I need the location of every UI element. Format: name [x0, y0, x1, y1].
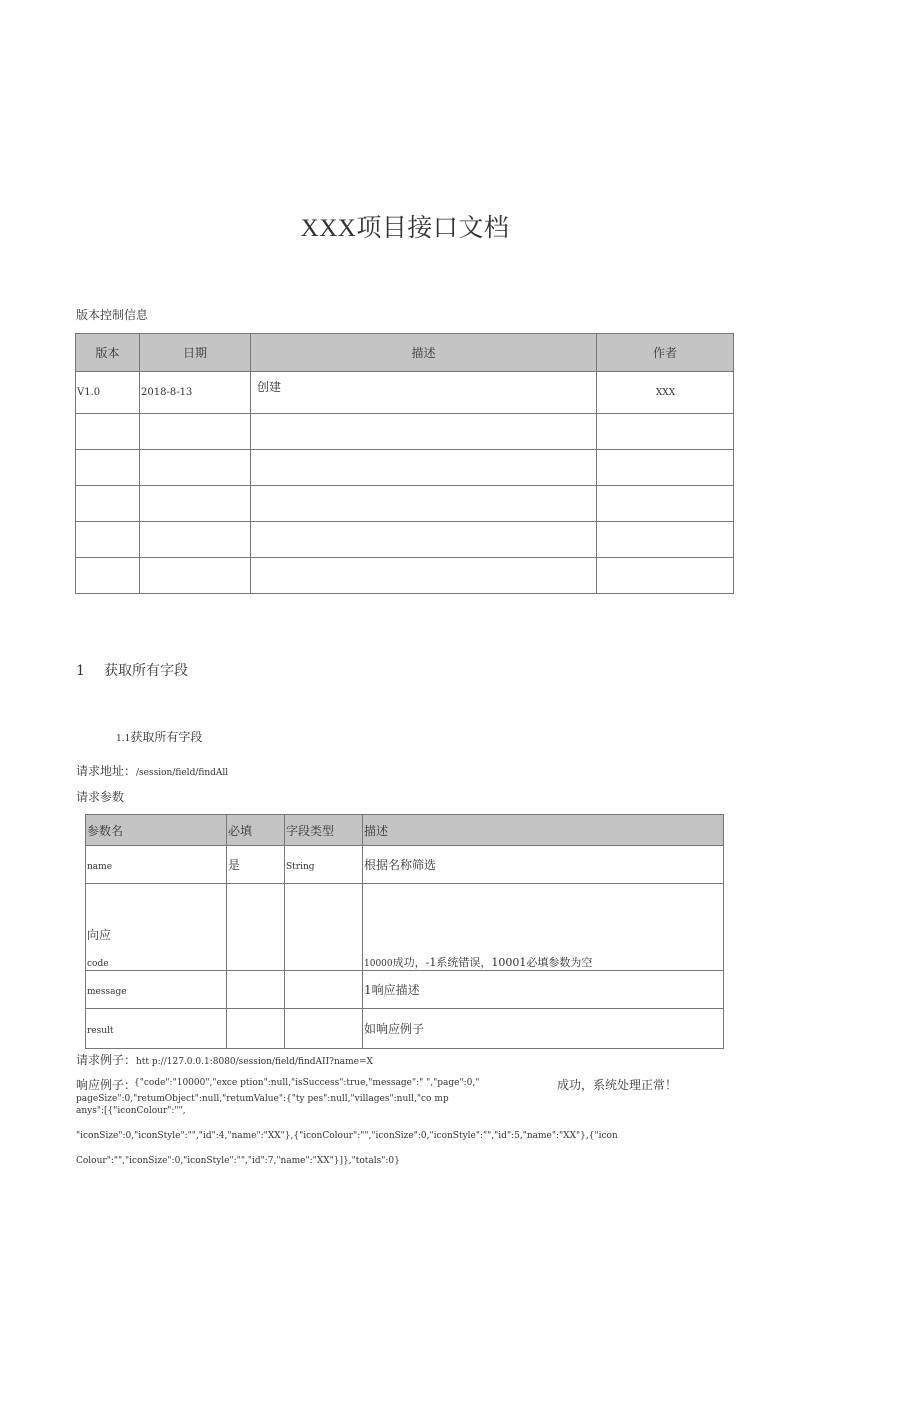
cell-author: XXX [597, 372, 734, 414]
request-example-value: htt p://127.0.0.1:8080/session/field/findAII?name=X [136, 1057, 373, 1067]
response-example-line: anys":[{"iconColour":"", [76, 1106, 186, 1116]
empty-cell [597, 522, 734, 558]
param-name-text: name [87, 861, 113, 872]
param-name [86, 884, 227, 971]
empty-cell [140, 414, 251, 450]
response-example-line: {"code":"10000","exce ption":null,"isSuccess":true,"message":" ","page":0," [134, 1078, 480, 1088]
document-title: XXX项目接口文档 [300, 215, 510, 242]
param-name-text: message [87, 986, 127, 997]
param-name [86, 971, 227, 1009]
table-row [86, 846, 724, 884]
header-description: 描述 [363, 815, 724, 846]
table-row [86, 1009, 724, 1049]
request-params-label: 请求参数 [76, 790, 125, 804]
section-title: 获取所有字段 [104, 663, 188, 679]
param-name [86, 1009, 227, 1049]
subsection-title: 获取所有字段 [130, 730, 203, 744]
response-example-line: pageSize":0,"retumObject":null,"retumValue":{"ty pes":null,"villages":null,"co mp [76, 1094, 449, 1104]
empty-cell [76, 450, 140, 486]
empty-cell [597, 450, 734, 486]
empty-cell [597, 558, 734, 594]
empty-cell [251, 450, 597, 486]
response-example-line: Colour":"","iconSize":0,"iconStyle":"","id":7,"name":"XX"}]},"totals":0} [76, 1156, 400, 1166]
response-success-note: 成功，系统处理正常！ [557, 1078, 678, 1092]
param-table [85, 814, 724, 1049]
empty-cell [285, 884, 363, 971]
request-example [76, 1051, 373, 1068]
empty-cell [76, 522, 140, 558]
empty-cell [285, 1009, 363, 1049]
empty-cell [76, 486, 140, 522]
empty-cell [227, 971, 285, 1009]
section-1-heading [76, 660, 188, 680]
header-param-name: 参数名 [86, 815, 227, 846]
empty-cell [285, 971, 363, 1009]
header-version: 版本 [76, 334, 140, 372]
desc-prefix: 10000 [364, 959, 393, 969]
empty-cell [251, 414, 597, 450]
request-address-value: /session/field/findAll [136, 768, 229, 778]
cell-date: 2018-8-13 [140, 372, 251, 414]
table-row [76, 558, 734, 594]
cell-version: V1.0 [76, 372, 140, 414]
request-example-label: 请求例子： [76, 1053, 137, 1067]
request-address-label: 请求地址： [76, 764, 137, 778]
empty-cell [76, 414, 140, 450]
table-row [76, 372, 734, 414]
empty-cell [251, 522, 597, 558]
section-1-1-heading [116, 728, 202, 745]
param-name [86, 846, 227, 884]
response-example-line: "iconSize":0,"iconStyle":"","id":4,"name":"XX"},{"iconColour":"","iconSize":0,"iconStyle":"","id":5,"name":"XX"},{"icon [76, 1131, 618, 1141]
empty-cell [140, 522, 251, 558]
param-desc [363, 884, 724, 971]
empty-cell [251, 558, 597, 594]
table-row [76, 522, 734, 558]
empty-cell [140, 450, 251, 486]
response-example-label: 响应例子： [76, 1078, 137, 1092]
header-required: 必填 [227, 815, 285, 846]
response-group-label: 向应 [87, 928, 112, 942]
param-type-text: String [286, 861, 315, 872]
cell-desc: 创建 [251, 372, 597, 414]
header-author: 作者 [597, 334, 734, 372]
param-table-header [86, 815, 724, 846]
param-desc: 1响应描述 [363, 971, 724, 1009]
empty-cell [140, 558, 251, 594]
version-table [75, 333, 734, 594]
empty-cell [597, 414, 734, 450]
version-control-label: 版本控制信息 [76, 308, 149, 322]
desc-text: 成功，-1系统错误，10001必填参数为空 [392, 956, 593, 969]
subsection-number: 1.1 [116, 734, 131, 744]
empty-cell [227, 1009, 285, 1049]
param-name-text: result [87, 1025, 114, 1036]
param-name-text: code [87, 959, 109, 969]
empty-cell [597, 486, 734, 522]
param-type [285, 846, 363, 884]
table-row [86, 971, 724, 1009]
table-row [76, 450, 734, 486]
param-desc: 如响应例子 [363, 1009, 724, 1049]
empty-cell [227, 884, 285, 971]
header-type: 字段类型 [285, 815, 363, 846]
table-row [76, 486, 734, 522]
param-desc: 根据名称筛选 [363, 846, 724, 884]
header-date: 日期 [140, 334, 251, 372]
version-table-header [76, 334, 734, 372]
table-row [76, 414, 734, 450]
empty-cell [76, 558, 140, 594]
section-number: 1 [76, 663, 85, 679]
empty-cell [140, 486, 251, 522]
param-required: 是 [227, 846, 285, 884]
request-address [76, 762, 228, 779]
table-row [86, 884, 724, 971]
empty-cell [251, 486, 597, 522]
header-desc: 描述 [251, 334, 597, 372]
